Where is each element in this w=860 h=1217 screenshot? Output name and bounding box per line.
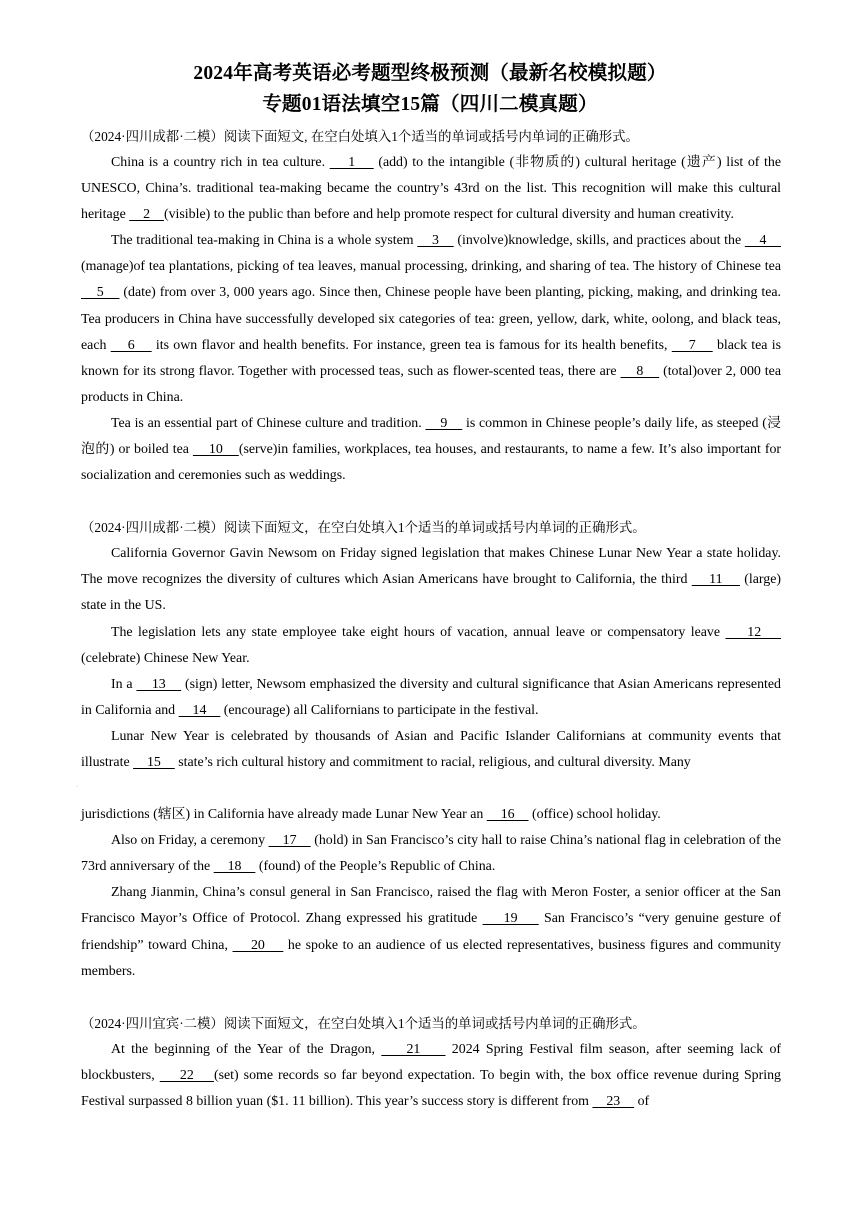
passage-2-paragraph-4: Lunar New Year is celebrated by thousands of Asian and Pacific Islander Californians at community events that illustrate 15 state’s rich cultural history and commitment to racial, religious, and cultural diversity. Many — [81, 728, 781, 770]
blank-11: 11 — [691, 572, 740, 588]
passage-1-paragraph-3: Tea is an essential part of Chinese culture and tradition. 9 is common in Chinese people’s daily life, as steeped (浸泡的) or boiled tea 10 (serve)in families, workplaces, tea houses, and restaurants, to name a few. It’s also important for socialization and ceremonies such as weddings. — [81, 415, 782, 484]
passage-2-paragraph-4-continued: jurisdictions (辖区) in California have already made Lunar New Year an 16 (office) school holiday. — [81, 807, 661, 823]
passage-1-paragraph-2: The traditional tea-making in China is a whole system 3 (involve)knowledge, skills, and practices about the 4 (manage)of tea plantations, picking of tea leaves, manual processing, drinking, and sharing of tea. The history of Chinese tea 5 (date) from over 3, 000 years ago. Since then, Chinese people have been planting, picking, making, and drinking tea. Tea producers in China have successfully developed six categories of tea: green, yellow, dark, white, oolong, and black teas, each 6 its own flavor and health benefits. For instance, green tea is famous for its health benefits, 7 black tea is known for its strong flavor. Together with processed teas, such as flower-scented teas, there are 8 (total)over 2, 000 tea products in China. — [81, 233, 782, 405]
blank-1: 1 — [329, 155, 374, 170]
blank-10: 10 — [192, 442, 239, 458]
blank-3: 3 — [417, 233, 454, 249]
passage-1-paragraph-1: China is a country rich in tea culture. 1 (add) to the intangible (非物质的) cultural heritage (遗产) list of the UNESCO, China’s. traditional tea-making became the country’s 43rd on the list. This recognition will make this cultural heritage 2 (visible) to the public than before and help promote respect for cultural diversity and human creativity. — [81, 155, 782, 223]
blank-5: 5 — [81, 285, 120, 301]
blank-14: 14 — [178, 702, 221, 718]
blank-17: 17 — [268, 833, 311, 849]
blank-9: 9 — [425, 415, 463, 431]
blank-6: 6 — [110, 337, 152, 353]
blank-20: 20 — [232, 937, 284, 953]
passage-2-paragraph-5: Also on Friday, a ceremony 17 (hold) in San Francisco’s city hall to raise China’s national flag in celebration of the 73rd anniversary of the 18 (found) of the People’s Republic of China. — [81, 833, 782, 875]
passage-2-paragraph-1: California Governor Gavin Newsom on Friday signed legislation that makes Chinese Lunar New Year a state holiday. The move recognizes the diversity of cultures which Asian Americans have brought to California, the third 11 (large) state in the US. — [81, 546, 782, 614]
passage-2-paragraph-3: In a 13 (sign) letter, Newsom emphasized the diversity and cultural significance that Asian Americans represented in California and 14 (encourage) all Californians to participate in the festival. — [81, 676, 781, 718]
passage-1-header: （2024·四川成都·二模）阅读下面短文, 在空白处填入1个适当的单词或括号内单词的正确形式。 — [81, 129, 639, 144]
passage-3-header: （2024·四川宜宾·二模）阅读下面短文，在空白处填入1个适当的单词或括号内单词的正确形式。 — [81, 1015, 646, 1031]
page-break-spacer — [76, 776, 781, 802]
document-title — [0, 58, 860, 120]
section-spacer — [81, 489, 781, 515]
blank-23: 23 — [592, 1093, 635, 1109]
passage-3-paragraph-1: At the beginning of the Year of the Dragon, 21 2024 Spring Festival film season, after seeming lack of blockbusters, 22 (set) some records so far beyond expectation. To begin with, the box office revenue during Spring Festival surpassed 8 billion yuan ($1. 11 billion). This year’s success story is different from 23 of — [81, 1041, 782, 1109]
passage-2-paragraph-2: The legislation lets any state employee take eight hours of vacation, annual leave or compensatory leave 12 (celebrate) Chinese New Year. — [81, 624, 782, 666]
title-line-1: 2024年高考英语必考题型终极预测（最新名校模拟题） — [193, 63, 667, 84]
blank-13: 13 — [136, 676, 182, 692]
blank-4: 4 — [744, 233, 781, 249]
title-line-2: 专题01语法填空15篇（四川二模真题） — [262, 94, 598, 115]
passage-2-header: （2024·四川成都·二模）阅读下面短文，在空白处填入1个适当的单词或括号内单词的正确形式。 — [81, 520, 646, 536]
blank-15: 15 — [133, 754, 175, 770]
blank-8: 8 — [620, 363, 660, 379]
section-spacer — [81, 985, 781, 1011]
blank-2: 2 — [129, 207, 164, 223]
blank-22: 22 — [159, 1067, 214, 1083]
blank-7: 7 — [671, 337, 713, 353]
blank-12: 12 — [725, 624, 782, 640]
document-body — [76, 124, 782, 1115]
blank-19: 19 — [482, 911, 539, 927]
blank-21: 21 — [381, 1041, 446, 1057]
blank-16: 16 — [486, 807, 529, 823]
passage-2-paragraph-6: Zhang Jianmin, China’s consul general in San Francisco, raised the flag with Meron Foster, a senior officer at the San Francisco Mayor’s Office of Protocol. Zhang expressed his gratitude 19 San Francisco’s “very genuine gesture of friendship” toward China, 20 he spoke to an audience of us elected representatives, business figures and community members. — [81, 885, 782, 979]
stray-mark: · — [76, 784, 78, 791]
blank-18: 18 — [213, 859, 256, 875]
